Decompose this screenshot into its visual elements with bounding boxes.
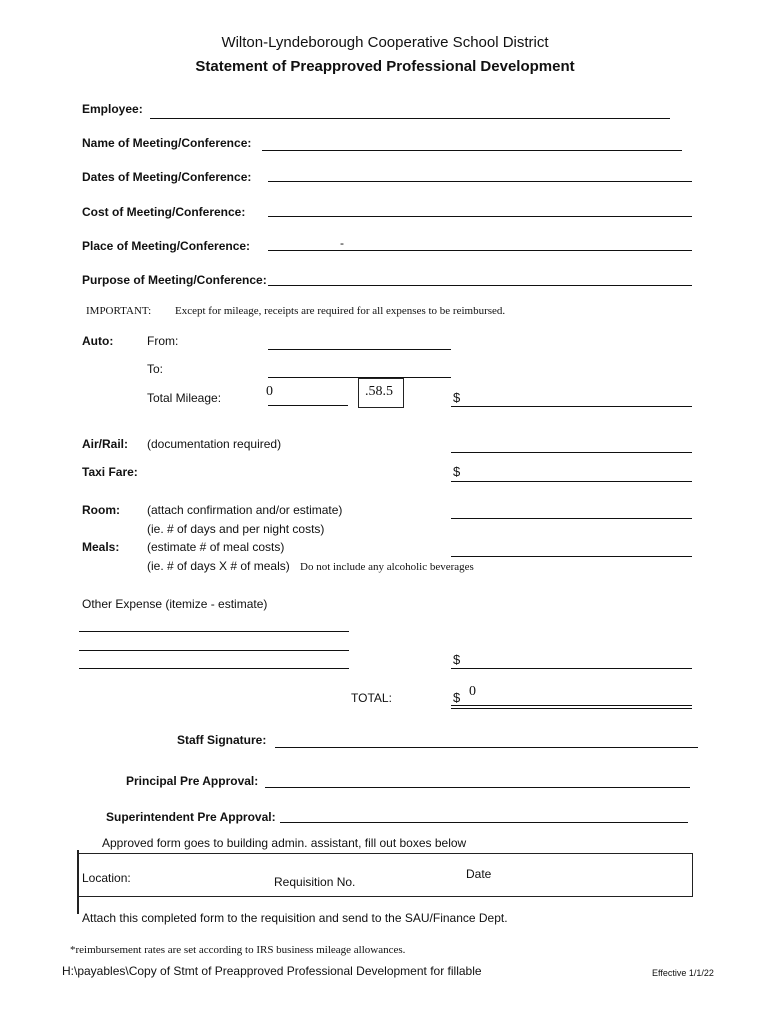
taxi-label: Taxi Fare: [82,465,138,479]
other-currency: $ [453,652,461,667]
attach-note: Attach this completed form to the requisition and send to the SAU/Finance Dept. [82,911,508,925]
other-expense-line-3[interactable] [79,668,349,669]
superintendent-approval-field[interactable] [280,822,688,823]
admin-instructions: Approved form goes to building admin. assistant, fill out boxes below [102,836,467,850]
place-value: - [340,236,344,250]
meeting-name-field[interactable] [262,150,682,151]
taxi-currency: $ [453,464,461,479]
dates-label: Dates of Meeting/Conference: [82,170,252,184]
total-mileage-label: Total Mileage: [147,391,222,405]
mileage-value[interactable]: 0 [266,384,273,399]
form-title: Statement of Preapproved Professional Development [195,58,575,75]
other-expense-line-2[interactable] [79,650,349,651]
effective-date: Effective 1/1/22 [652,968,714,978]
purpose-label: Purpose of Meeting/Conference: [82,273,267,287]
room-note-2: (ie. # of days and per night costs) [147,522,325,536]
important-label: IMPORTANT: [86,305,152,317]
air-rail-note: (documentation required) [147,437,282,451]
auto-from-field[interactable] [268,349,451,350]
reimbursement-footnote: *reimbursement rates are set according to IRS business mileage allowances. [70,944,406,956]
mileage-rate-box[interactable] [358,378,404,408]
staff-signature-field[interactable] [275,747,698,748]
other-amount-field[interactable] [451,668,692,669]
dates-field[interactable] [268,181,692,182]
date-label: Date [466,867,492,881]
other-expense-label: Other Expense (itemize - estimate) [82,597,268,611]
taxi-amount-field[interactable] [451,481,692,482]
file-path: H:\payables\Copy of Stmt of Preapproved Professional Development for fillable [62,964,482,978]
place-field[interactable] [268,250,692,251]
requisition-label: Requisition No. [274,875,356,889]
alcohol-note: Do not include any alcoholic beverages [300,561,474,573]
total-underline-1 [451,705,692,706]
air-rail-amount-field[interactable] [451,452,692,453]
meeting-name-label: Name of Meeting/Conference: [82,136,252,150]
mileage-amount-field[interactable] [451,406,692,407]
total-currency: $ [453,690,461,705]
admin-box-left-rule [77,850,79,914]
meals-amount-field[interactable] [451,556,692,557]
mileage-currency: $ [453,390,461,405]
meals-note-2: (ie. # of days X # of meals) [147,559,290,573]
mileage-rate-value: .58.5 [365,384,393,399]
place-label: Place of Meeting/Conference: [82,239,251,253]
other-expense-line-1[interactable] [79,631,349,632]
total-underline-2 [451,708,692,709]
staff-signature-label: Staff Signature: [177,733,267,747]
admin-box [77,853,693,897]
auto-label: Auto: [82,334,114,348]
meals-note-1: (estimate # of meal costs) [147,540,285,554]
mileage-field[interactable] [268,405,348,406]
cost-label: Cost of Meeting/Conference: [82,205,246,219]
employee-label: Employee: [82,102,143,116]
air-rail-label: Air/Rail: [82,437,129,451]
meals-label: Meals: [82,540,120,554]
auto-to-label: To: [147,362,164,376]
room-label: Room: [82,503,120,517]
principal-approval-field[interactable] [265,787,690,788]
principal-approval-label: Principal Pre Approval: [126,774,259,788]
location-label: Location: [82,871,131,885]
room-note-1: (attach confirmation and/or estimate) [147,503,343,517]
room-amount-field[interactable] [451,518,692,519]
purpose-field[interactable] [268,285,692,286]
superintendent-approval-label: Superintendent Pre Approval: [106,810,276,824]
cost-field[interactable] [268,216,692,217]
district-name: Wilton-Lyndeborough Cooperative School District [221,34,549,51]
total-label: TOTAL: [351,691,392,705]
auto-from-label: From: [147,334,179,348]
employee-field[interactable] [150,118,670,119]
important-text: Except for mileage, receipts are required for all expenses to be reimbursed. [175,305,506,317]
total-value[interactable]: 0 [469,684,476,699]
